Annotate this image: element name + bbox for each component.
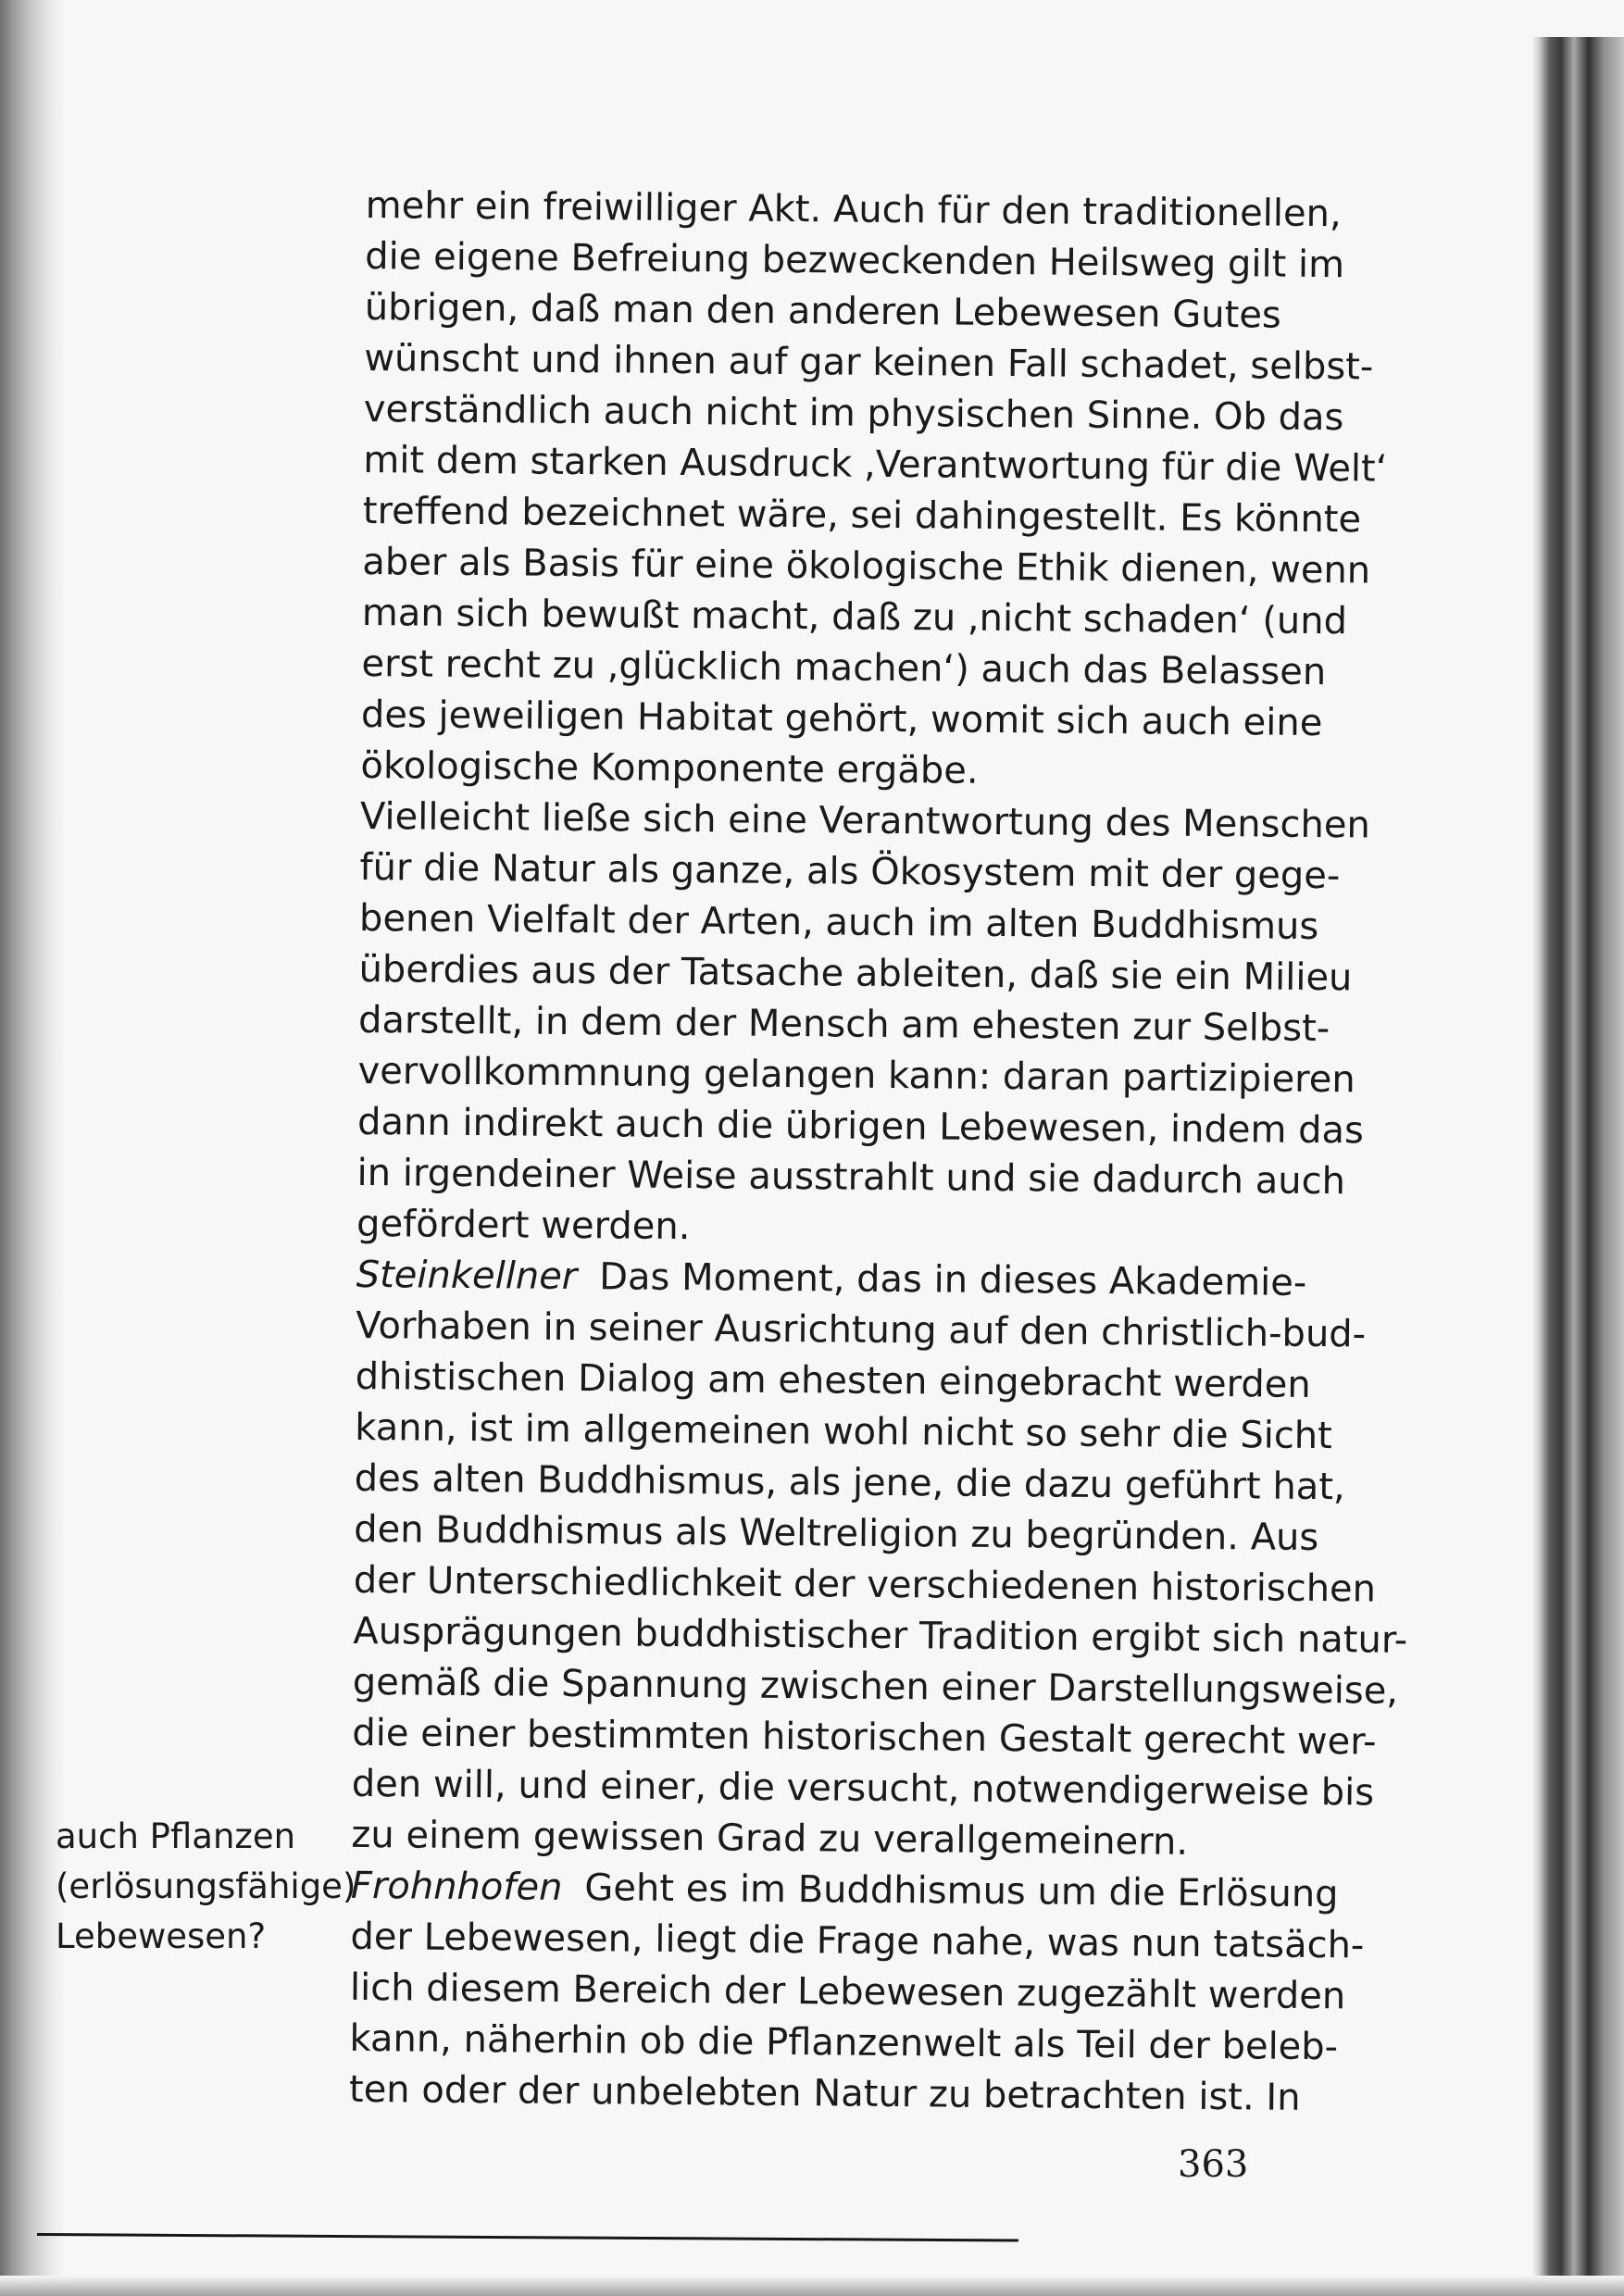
scan-shadow-bottom <box>0 2276 1624 2296</box>
text-line: gemäß die Spannung zwischen einer Darstellungsweise, <box>352 1660 1399 1713</box>
text-line: mit dem starken Ausdruck ,Verantwortung für die Welt‘ <box>363 438 1388 491</box>
text-line: überdies aus der Tatsache ableiten, daß sie ein Milieu <box>358 947 1353 1000</box>
text-line: ten oder der unbelebten Natur zu betrachten ist. In <box>348 2067 1301 2119</box>
text-line: für die Natur als ganze, als Ökosystem mit der gege- <box>359 845 1341 898</box>
main-text-column <box>348 181 1408 2124</box>
speaker-name: Steinkellner <box>356 1253 578 1299</box>
text-line: kann, näherhin ob die Pflanzenwelt als Teil der beleb- <box>349 2016 1339 2069</box>
text-line: lich diesem Bereich der Lebewesen zugezählt werden <box>349 1965 1346 2018</box>
text-line: benen Vielfalt der Arten, auch im alten Buddhismus <box>358 896 1319 949</box>
page-number: 363 <box>1178 2143 1249 2186</box>
text-line <box>356 1250 1307 1309</box>
text-line: wünscht und ihnen auf gar keinen Fall schadet, selbst- <box>364 336 1374 389</box>
book-gutter-shadow <box>1531 37 1624 2296</box>
text-line: den Buddhismus als Weltreligion zu begründen. Aus <box>354 1507 1319 1560</box>
text-line: verständlich auch nicht im physischen Sinne. Ob das <box>363 387 1344 440</box>
text-line: treffend bezeichnet wäre, sei dahingestellt. Es könnte <box>362 489 1362 542</box>
text-line: mehr ein freiwilliger Akt. Auch für den traditionellen, <box>365 183 1342 236</box>
margin-note-line: (erlösungsfähige) <box>56 1866 356 1906</box>
text-line-content: Geht es im Buddhismus um die Erlösung <box>584 1866 1339 1916</box>
text-line: Vielleicht ließe sich eine Verantwortung des Menschen <box>359 794 1370 847</box>
text-line: erst recht zu ,glücklich machen‘) auch das Belassen <box>361 642 1327 694</box>
text-line-content: Das Moment, das in dieses Akademie- <box>599 1255 1307 1304</box>
text-line: übrigen, daß man den anderen Lebewesen Gutes <box>364 285 1281 337</box>
speaker-name: Frohnhofen <box>350 1864 563 1909</box>
margin-note-line: Lebewesen? <box>56 1916 267 1956</box>
text-line: die eigene Befreiung bezweckenden Heilsweg gilt im <box>365 234 1345 287</box>
text-line: gefördert werden. <box>356 1202 691 1249</box>
text-line: der Lebewesen, liegt die Frage nahe, was nun tatsäch- <box>350 1915 1365 1967</box>
text-line: Ausprägungen buddhistischer Tradition ergibt sich natur- <box>353 1609 1408 1662</box>
text-line: dhistischen Dialog am ehesten eingebracht werden <box>355 1354 1311 1406</box>
text-line: zu einem gewissen Grad zu verallgemeinern. <box>351 1813 1189 1864</box>
text-line <box>350 1861 1339 1920</box>
text-line: die einer bestimmten historischen Gestalt gerecht wer- <box>352 1711 1377 1764</box>
margin-note <box>56 1812 356 1962</box>
text-line: darstellt, in dem der Mensch am ehesten zur Selbst- <box>357 998 1330 1051</box>
text-line: dann indirekt auch die übrigen Lebewesen, indem das <box>356 1100 1365 1153</box>
text-line: kann, ist im allgemeinen wohl nicht so sehr die Sicht <box>355 1405 1333 1458</box>
text-line: vervollkommnung gelangen kann: daran partizipieren <box>357 1049 1355 1102</box>
text-line: man sich bewußt macht, daß zu ,nicht schaden‘ (und <box>361 591 1348 643</box>
text-line: des jeweiligen Habitat gehört, womit sich auch eine <box>360 693 1323 745</box>
margin-note-line: auch Pflanzen <box>56 1816 296 1856</box>
text-line: den will, und einer, die versucht, notwendigerweise bis <box>351 1762 1375 1815</box>
text-line: der Unterschiedlichkeit der verschiedenen historischen <box>353 1558 1377 1611</box>
page-bottom-edge <box>37 2233 1018 2241</box>
text-line: in irgendeiner Weise ausstrahlt und sie dadurch auch <box>356 1151 1346 1204</box>
text-line: Vorhaben in seiner Ausrichtung auf den christlich-bud- <box>356 1304 1367 1356</box>
text-line: ökologische Komponente ergäbe. <box>360 743 979 792</box>
text-line: des alten Buddhismus, als jene, die dazu geführt hat, <box>354 1456 1345 1509</box>
text-line: aber als Basis für eine ökologische Ethik dienen, wenn <box>362 540 1371 593</box>
